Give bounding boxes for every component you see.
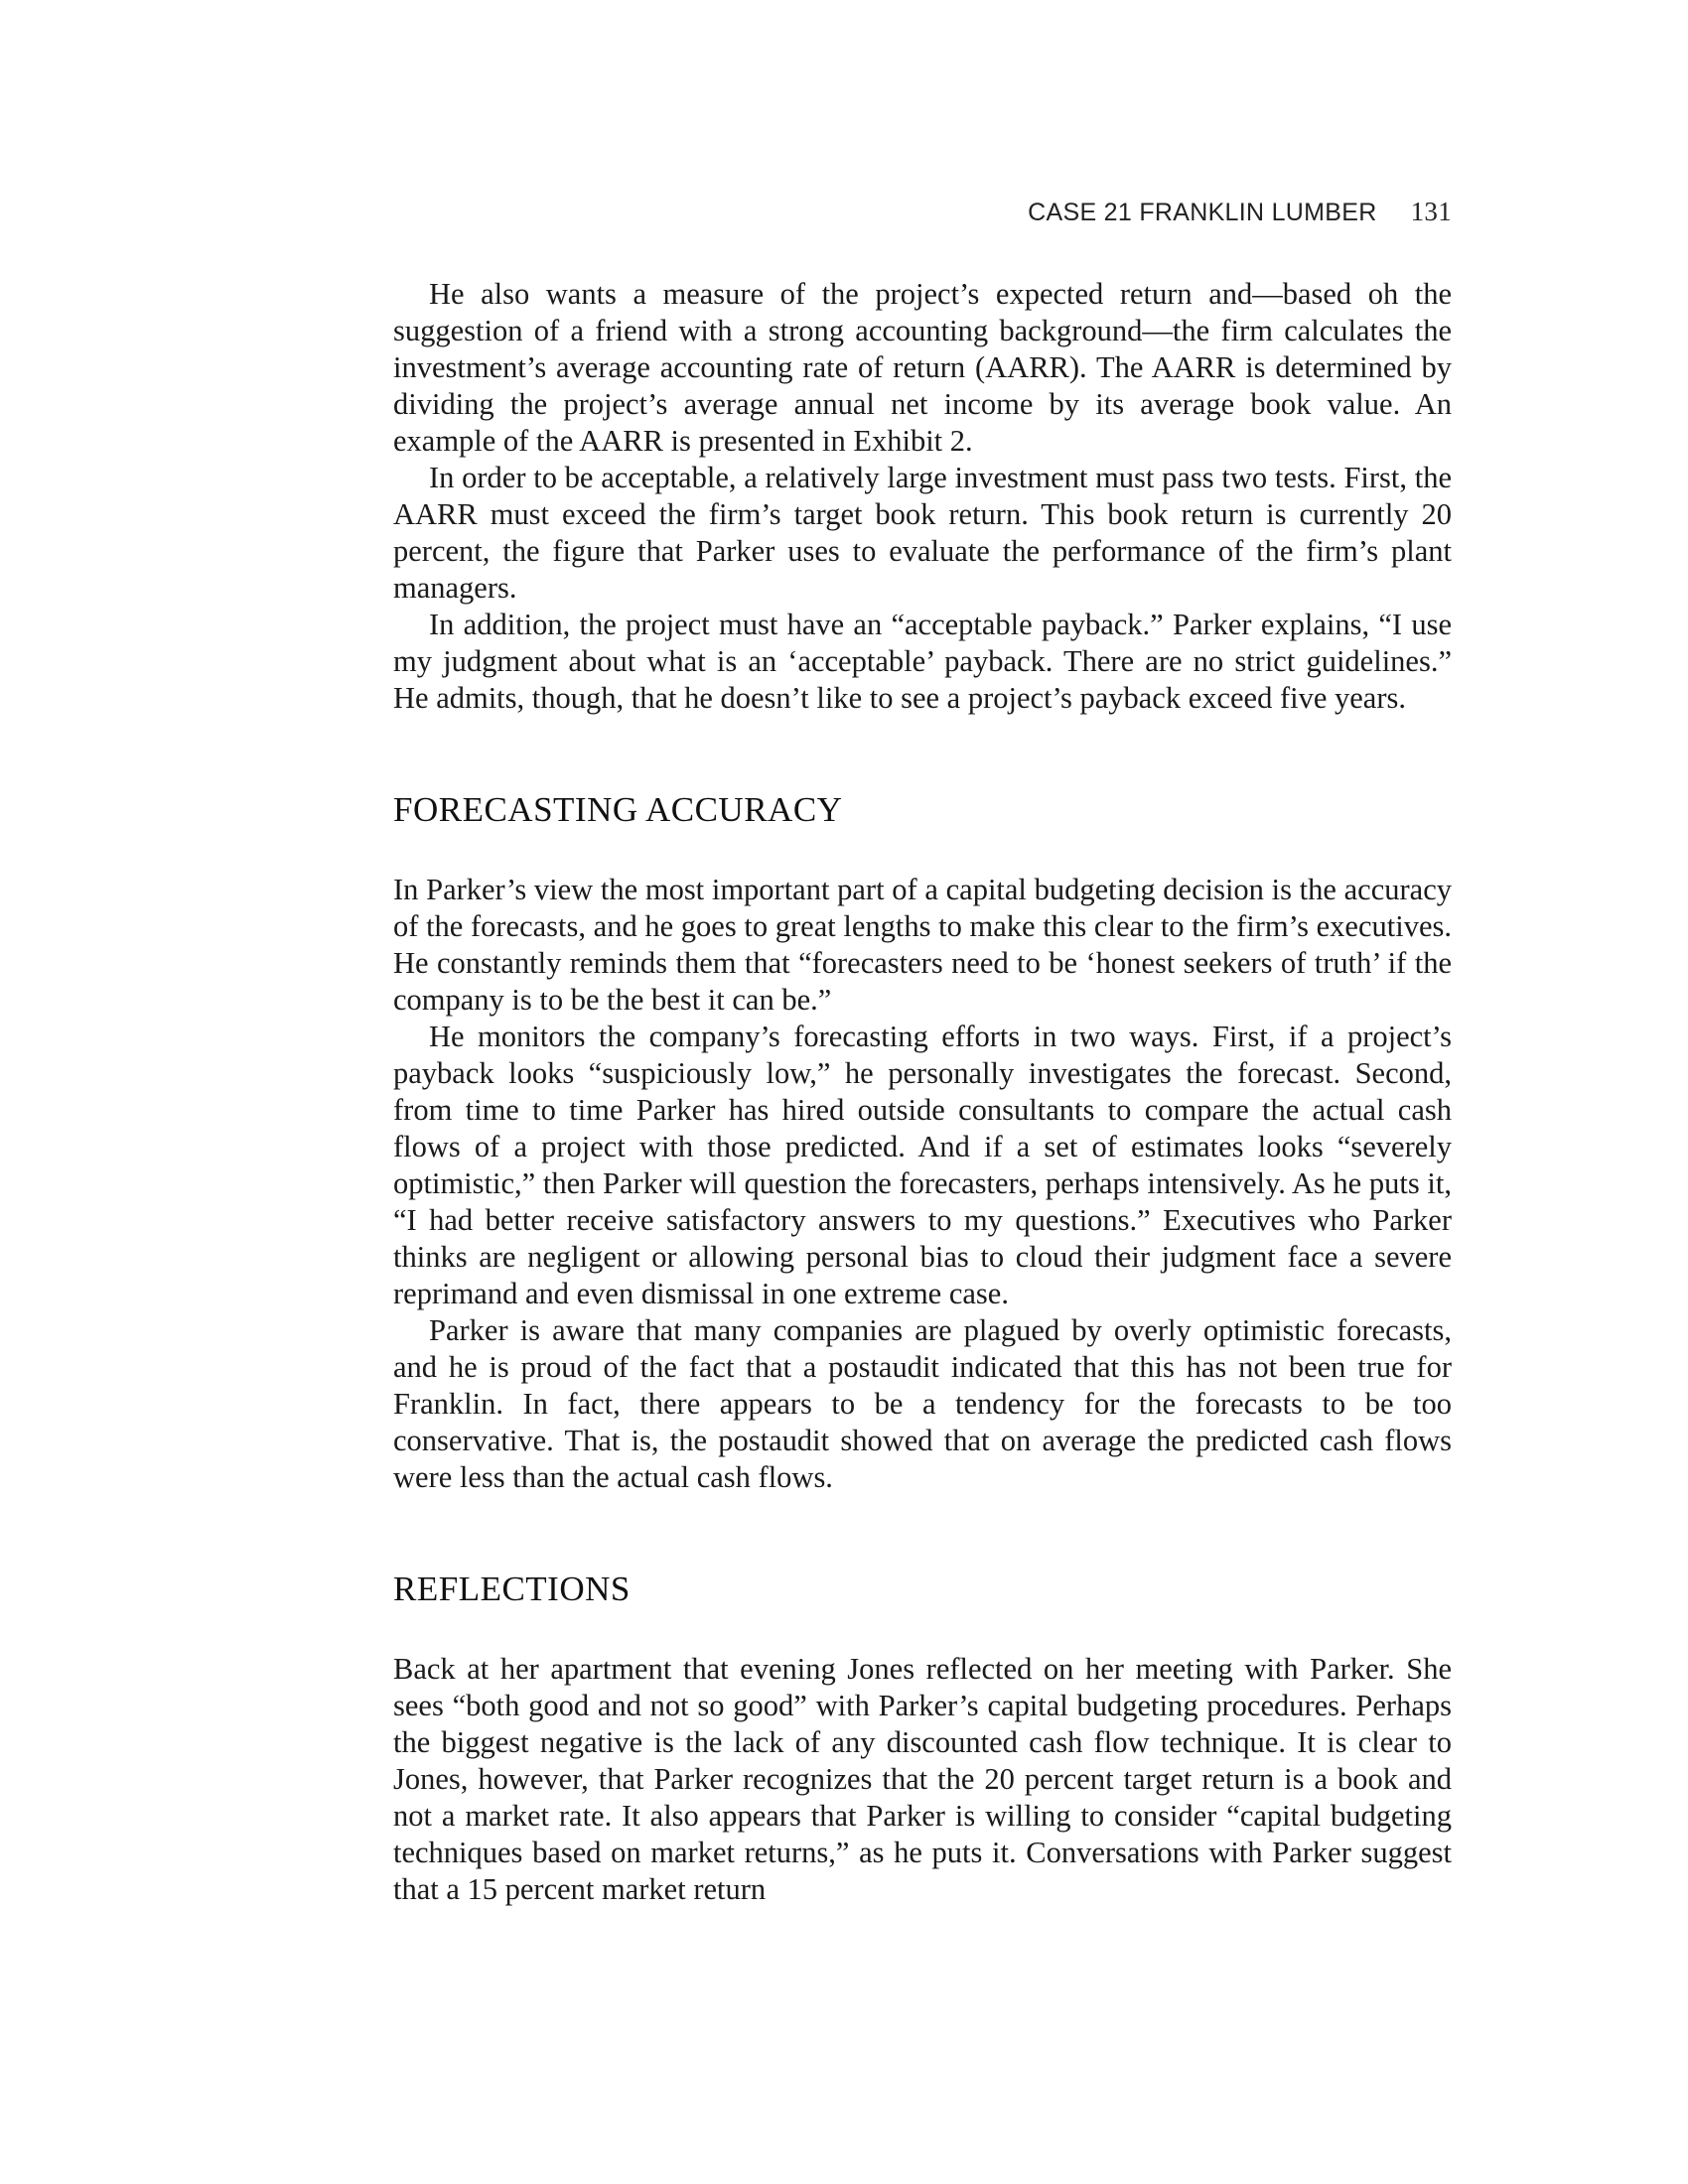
body-paragraph: In Parker’s view the most important part of a capital budgeting decision is the accuracy of the forecasts, and he goes to great lengths to make this clear to the firm’s executives. He constantly reminds them that “forecasters need to be ‘honest seekers of truth’ if the company is to be the best it can be.” [393,873,1452,1017]
body-paragraph: Back at her apartment that evening Jones reflected on her meeting with Parker. She sees “both good and not so good” with Parker’s capital budgeting procedures. Perhaps the biggest negative is the lack of any discounted cash flow technique. It is clear to Jones, however, that Parker recognizes that the 20 percent target return is a book and not a market rate. It also appears that Parker is willing to consider “capital budgeting techniques based on market returns,” as he puts it. Conversations with Parker suggest that a 15 percent market return [393,1652,1452,1906]
page-number: 131 [1410,197,1452,226]
section-heading-forecasting-accuracy: FORECASTING ACCURACY [393,790,843,829]
body-paragraph: Parker is aware that many companies are plagued by overly optimistic forecasts, and he is proud of the fact that a postaudit indicated that this has not been true for Franklin. In fact, there appears to be a tendency for the forecasts to be too conservative. That is, the postaudit showed that on average the predicted cash flows were less than the actual cash flows. [393,1313,1452,1494]
body-paragraph: He monitors the company’s forecasting efforts in two ways. First, if a project’s payback looks “suspiciously low,” he personally investigates the forecast. Second, from time to time Parker has hired outside consultants to compare the actual cash flows of a project with those predicted. And if a set of estimates looks “severely optimistic,” then Parker will question the forecasters, perhaps intensively. As he puts it, “I had better receive satisfactory answers to my questions.” Executives who Parker thinks are negligent or allowing personal bias to cloud their judgment face a severe reprimand and even dismissal in one extreme case. [393,1020,1452,1310]
body-paragraph: In addition, the project must have an “acceptable payback.” Parker explains, “I use my judgment about what is an ‘acceptable’ payback. There are no strict guidelines.” He admits, though, that he doesn’t like to see a project’s payback exceed five years. [393,608,1452,715]
section-heading-reflections: REFLECTIONS [393,1570,631,1608]
body-paragraph: He also wants a measure of the project’s expected return and—based oh the suggestion of a friend with a strong accounting background—the firm calculates the investment’s average accounting rate of return (AARR). The AARR is determined by dividing the project’s average annual net income by its average book value. An example of the AARR is presented in Exhibit 2. [393,277,1452,458]
running-header [393,197,1452,232]
body-text [393,276,1452,1908]
body-paragraph: In order to be acceptable, a relatively large investment must pass two tests. First, the AARR must exceed the firm’s target book return. This book return is currently 20 percent, the figure that Parker uses to evaluate the performance of the firm’s plant managers. [393,461,1452,605]
running-title: CASE 21 FRANKLIN LUMBER [1028,199,1377,226]
document-page [393,197,1452,2083]
